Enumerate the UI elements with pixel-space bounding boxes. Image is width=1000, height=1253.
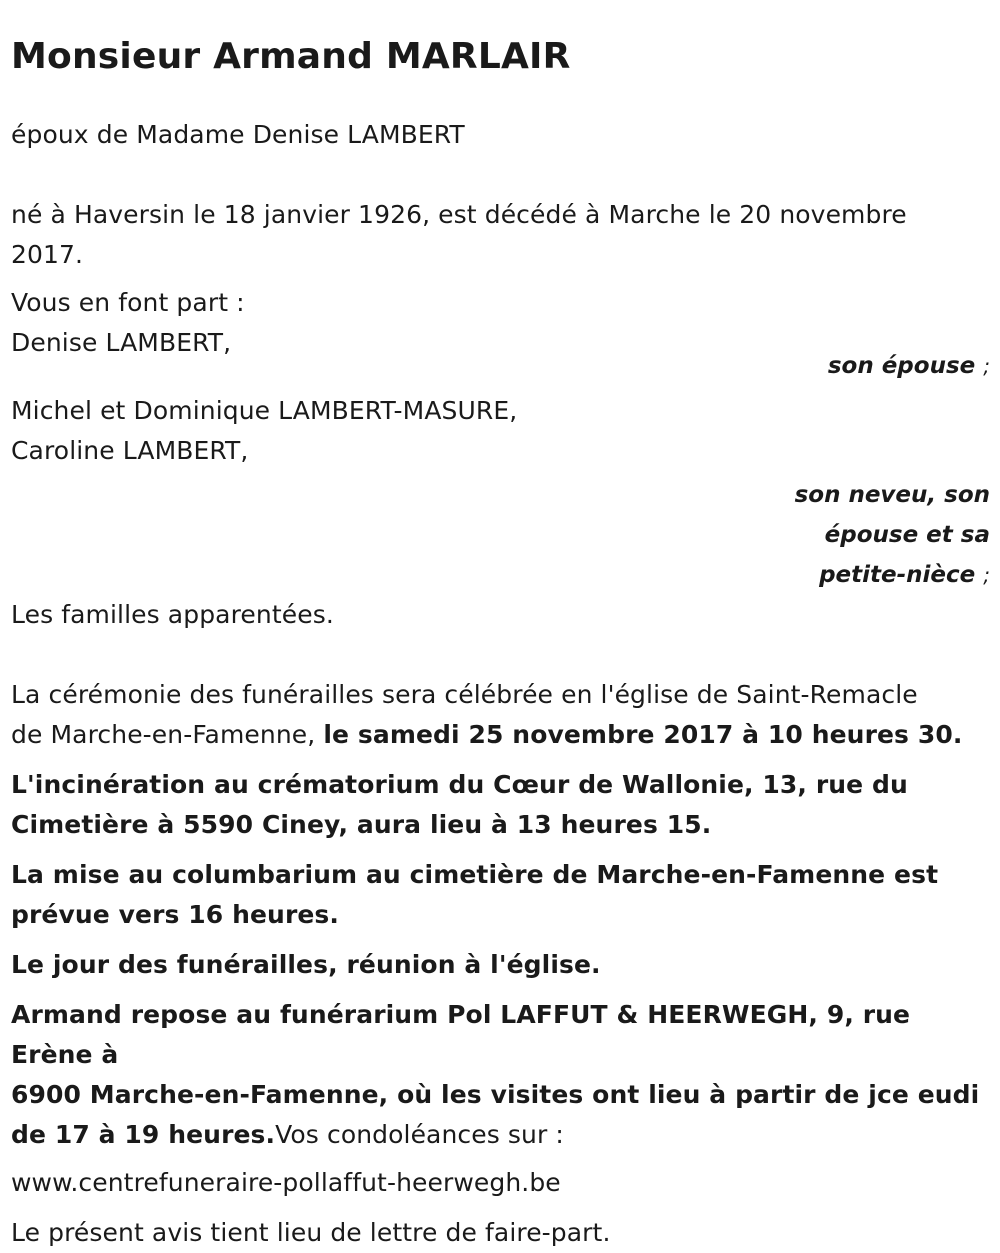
deceased-name-title: Monsieur Armand MARLAIR [11,36,571,77]
family-member-name: Denise LAMBERT, [11,328,232,357]
website-link[interactable]: www.centrefuneraire-pollaffut-heerwegh.be [11,1168,561,1197]
relation-line [790,555,990,595]
incineration-line: Cimetière à 5590 Ciney, aura lieu à 13 heures 15. [11,810,712,839]
meeting-info: Le jour des funérailles, réunion à l'église. [11,950,601,979]
condolences-intro: Vos condoléances sur : [275,1120,564,1149]
relation-punctuation: ; [983,563,990,587]
family-member-name: Caroline LAMBERT, [11,436,249,465]
relation-punctuation: ; [983,354,990,378]
birth-death-info [11,195,990,275]
ceremony-line [11,715,990,755]
closing-note: Le présent avis tient lieu de lettre de faire-part. [11,1218,611,1247]
related-families: Les familles apparentées. [11,600,334,629]
family-member-name: Michel et Dominique LAMBERT-MASURE, [11,396,518,425]
funeral-home-line: 6900 Marche-en-Famenne, où les visites ont lieu à partir de jce eudi [11,1080,980,1109]
relation-text: petite-nièce [819,562,976,588]
family-group [11,391,990,595]
family-group [11,323,990,386]
ceremony-place: de Marche-en-Famenne, [11,720,324,749]
birth-death-line: 2017. [11,240,84,269]
ceremony-info [11,675,990,755]
spouse-line: époux de Madame Denise LAMBERT [11,120,465,149]
announce-intro: Vous en font part : [11,288,245,317]
ceremony-datetime: le samedi 25 novembre 2017 à 10 heures 30. [323,720,963,749]
birth-death-line: né à Haversin le 18 janvier 1926, est décédé à Marche le 20 novembre [11,200,907,229]
funeral-home-info [11,995,990,1155]
columbarium-line: La mise au columbarium au cimetière de Marche-en-Famenne est [11,860,939,889]
incineration-info [11,765,990,845]
family-relation [790,475,990,595]
funeral-home-line: Armand repose au funérarium Pol LAFFUT & HEERWEGH, 9, rue Erène à [11,1000,911,1069]
relation-text: son neveu, son [794,482,990,508]
ceremony-line: La cérémonie des funérailles sera célébrée en l'église de Saint-Remacle [11,680,918,709]
funeral-home-line [11,1115,990,1155]
visiting-hours: de 17 à 19 heures. [11,1120,276,1149]
incineration-line: L'incinération au crématorium du Cœur de Wallonie, 13, rue du [11,770,908,799]
relation-text: épouse et sa [824,522,990,548]
columbarium-line: prévue vers 16 heures. [11,900,340,929]
columbarium-info [11,855,990,935]
relation-text: son épouse [827,353,976,379]
